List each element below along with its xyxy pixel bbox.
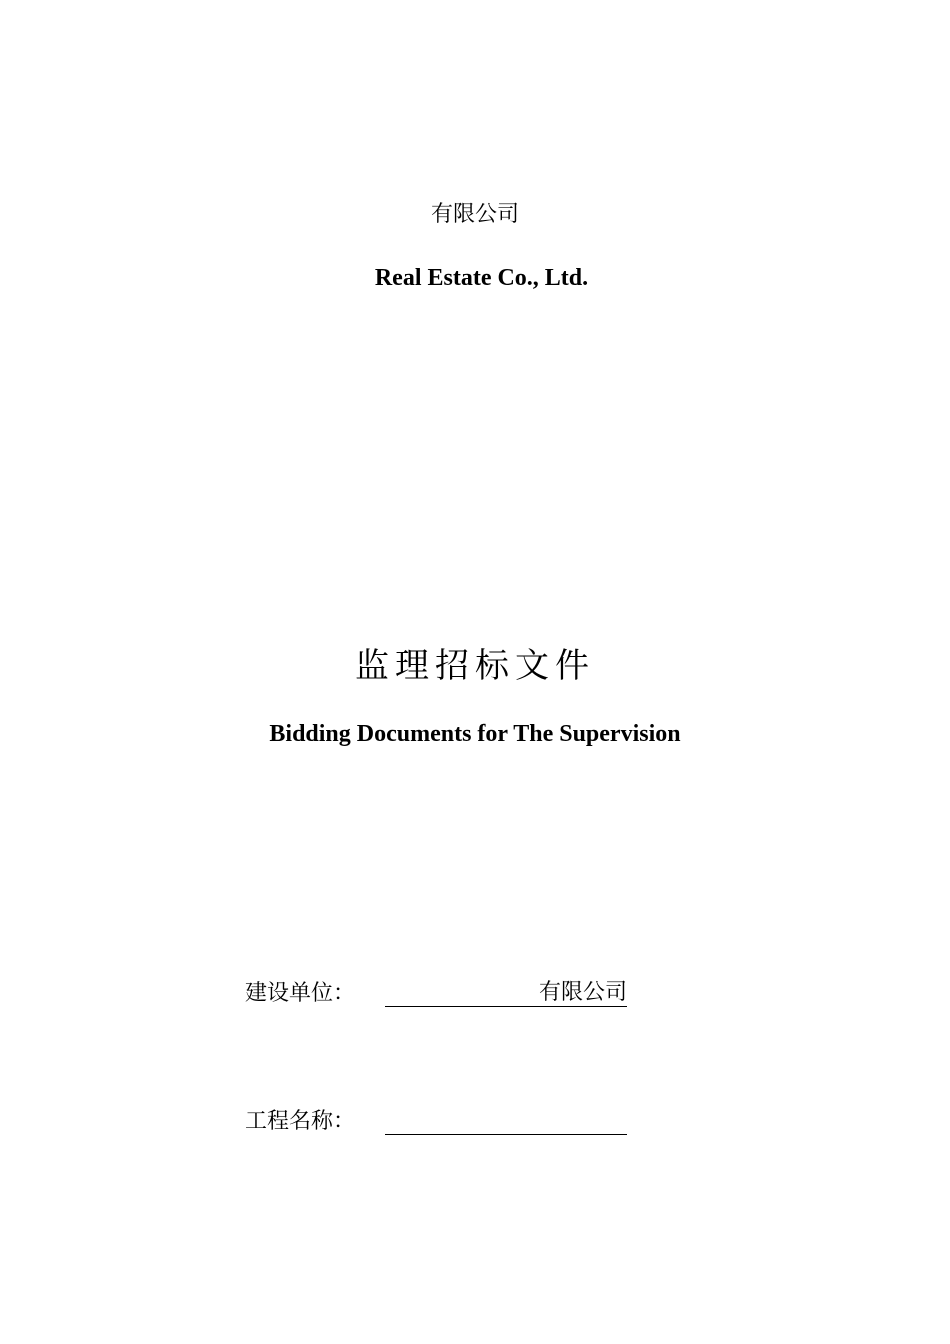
builder-underline — [385, 978, 627, 1007]
builder-value: 有限公司 — [538, 980, 627, 1005]
builder-label: 建设单位： — [245, 981, 356, 1006]
project-name-underline — [385, 1106, 627, 1135]
company-name-chinese: 有限公司 — [430, 202, 519, 227]
project-name-label: 工程名称： — [245, 1109, 356, 1134]
company-name-english: Real Estate Co., Ltd. — [374, 265, 589, 291]
document-title-english: Bidding Documents for The Supervision — [269, 721, 681, 747]
document-title-chinese: 监理招标文件 — [355, 646, 595, 686]
